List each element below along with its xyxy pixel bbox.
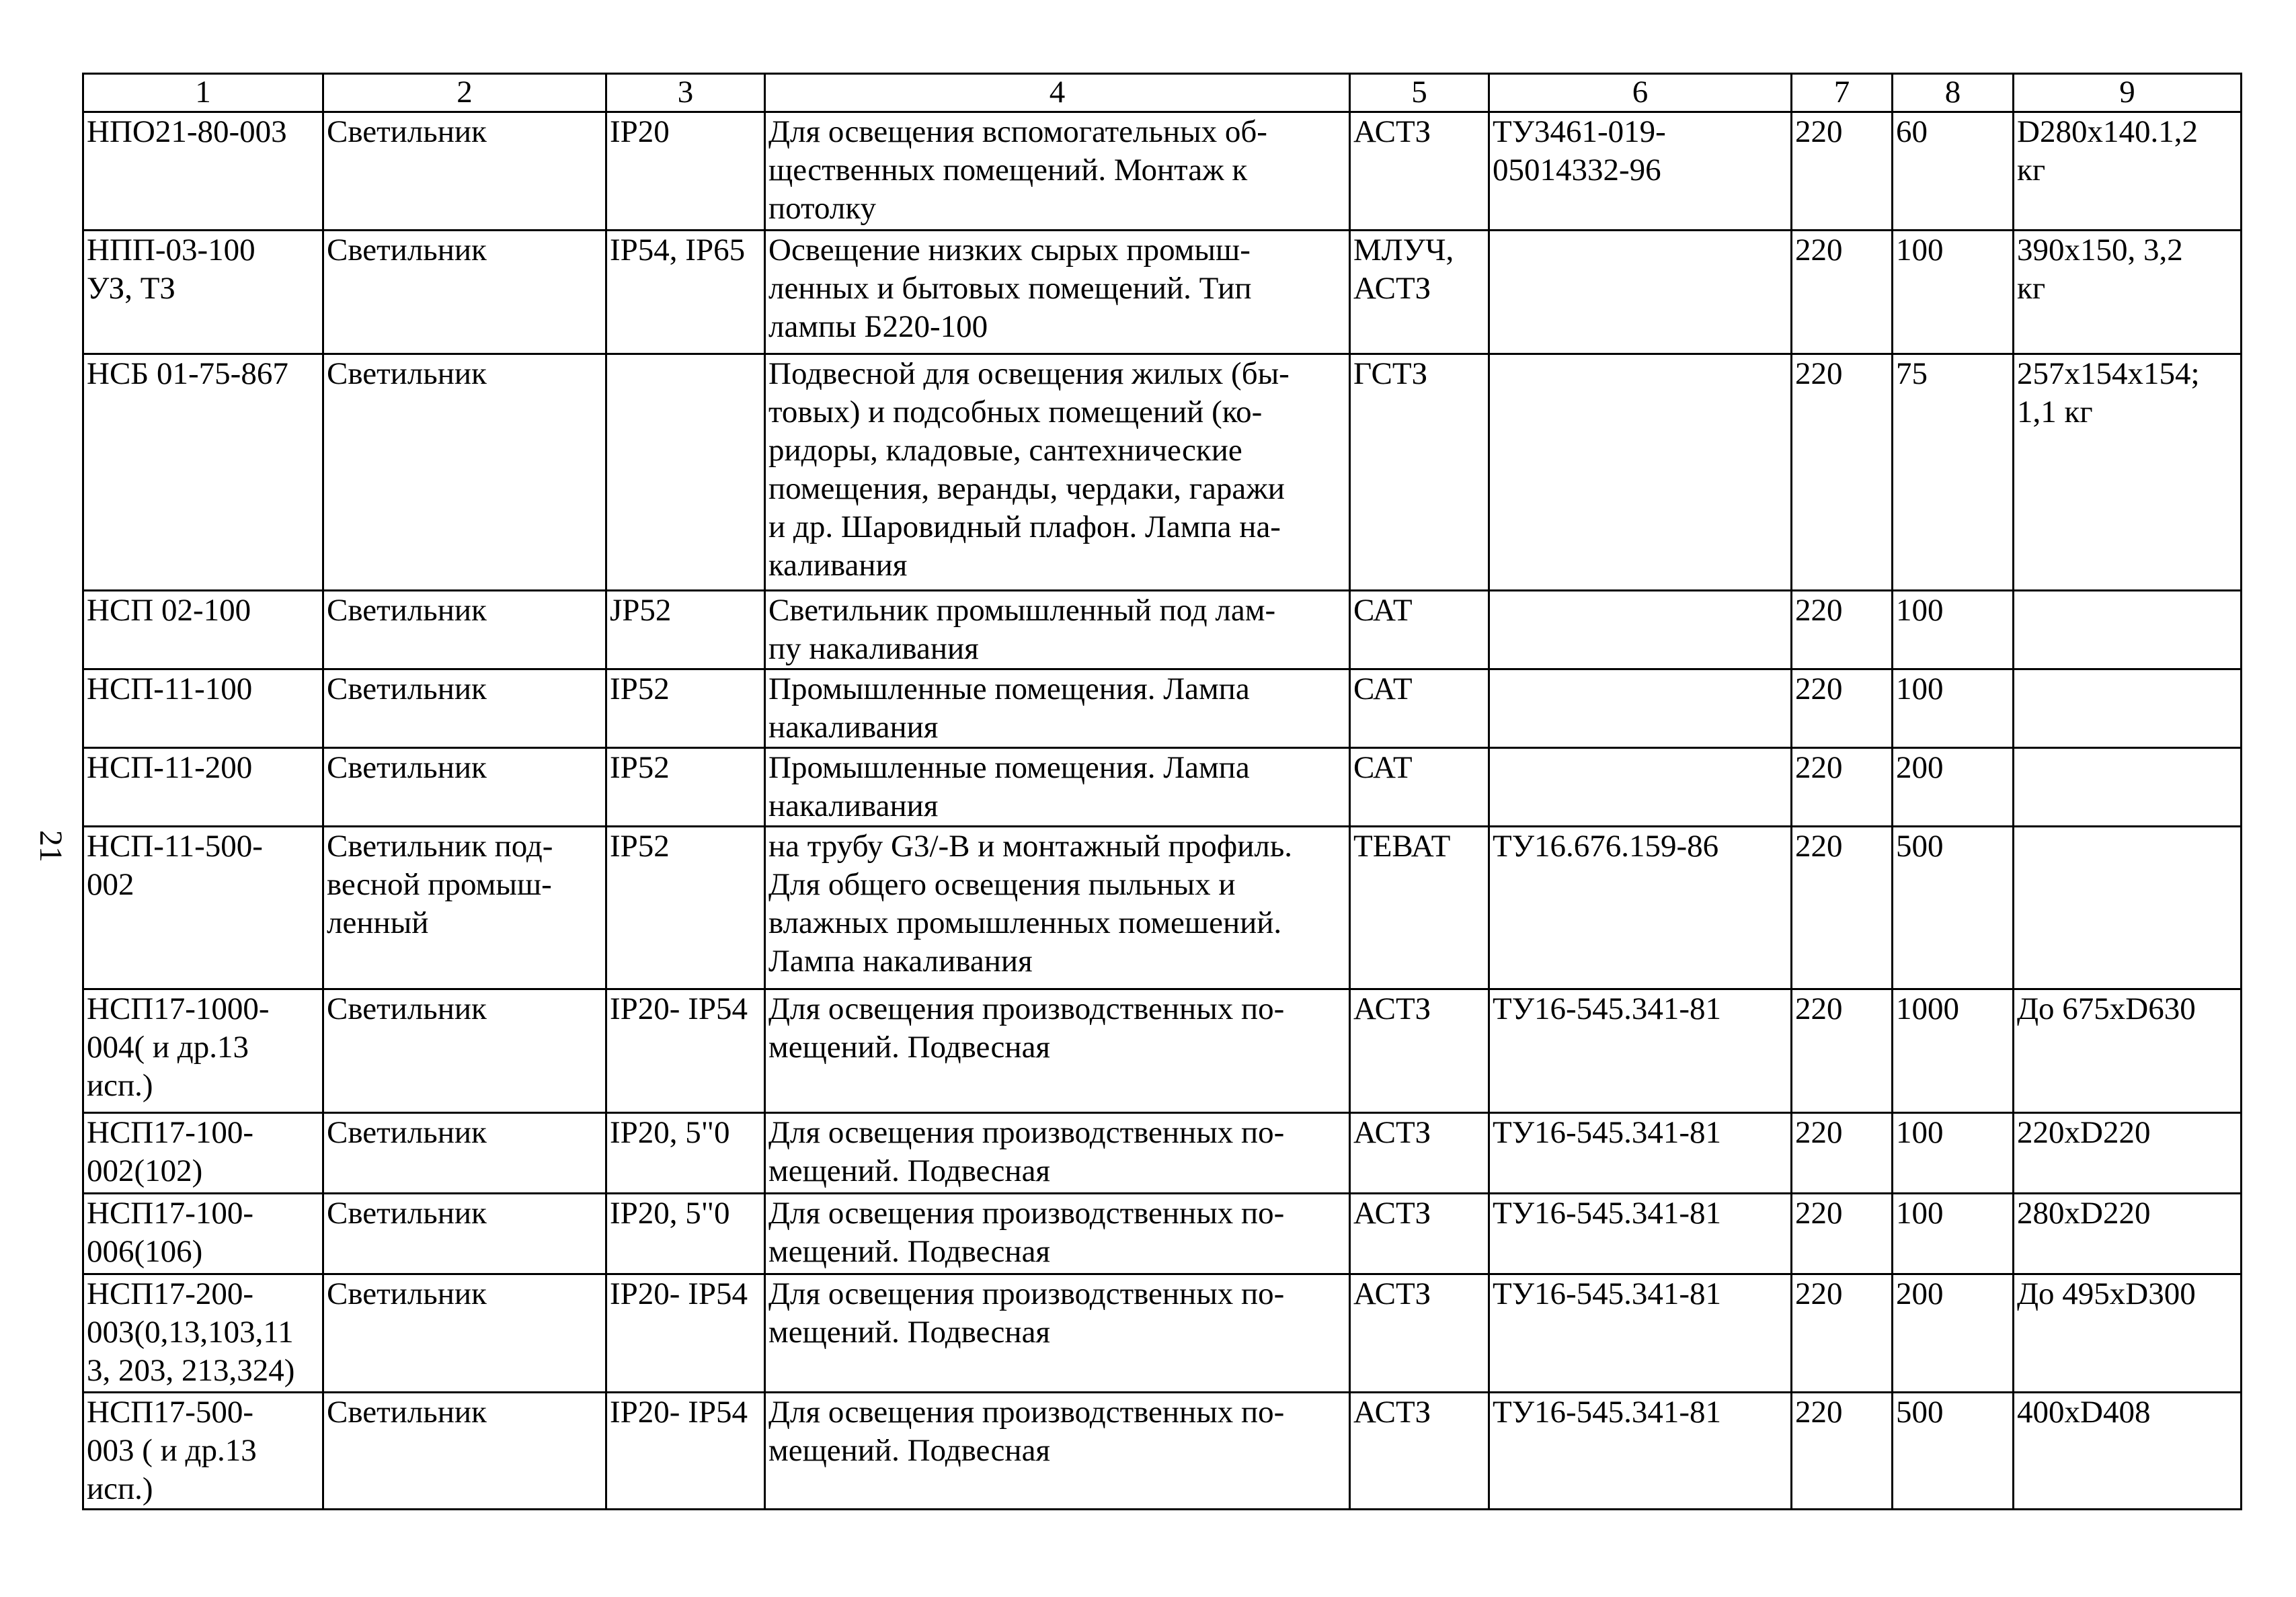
description-cell: Для освещения производственных по- мещений. Подвесная [765,1113,1350,1194]
manufacturer-cell: АСТЗ [1350,989,1489,1113]
specification-cell: ТУ16-545.341-81 [1489,1274,1792,1393]
dimensions-cell: 220xD220 [2014,1113,2242,1194]
type-cell: НСБ 01-75-867 [83,354,323,591]
voltage-cell: 220 [1792,591,1893,669]
specification-cell: ТУ16.676.159-86 [1489,827,1792,989]
specification-cell [1489,231,1792,354]
table-row [83,1274,2242,1393]
voltage-cell: 220 [1792,1113,1893,1194]
power-cell: 100 [1893,1113,2014,1194]
description-cell: Освещение низких сырых промыш- ленных и бытовых помещений. Тип лампы Б220-100 [765,231,1350,354]
specification-cell [1489,354,1792,591]
description-cell: Для освещения производственных по- мещений. Подвесная [765,1194,1350,1274]
manufacturer-cell: АСТЗ [1350,1194,1489,1274]
type-cell: НСП-11-200 [83,748,323,827]
name-cell: Светильник [323,989,606,1113]
dimensions-cell [2014,591,2242,669]
power-cell: 100 [1893,591,2014,669]
protection-cell [606,354,765,591]
manufacturer-cell: АСТЗ [1350,1113,1489,1194]
dimensions-cell: До 675xD630 [2014,989,2242,1113]
table-body [83,112,2242,1510]
protection-cell: IP20- IP54 [606,1393,765,1510]
power-cell: 100 [1893,1194,2014,1274]
dimensions-cell: До 495xD300 [2014,1274,2242,1393]
type-cell: НСП 02-100 [83,591,323,669]
table-row [83,989,2242,1113]
power-cell: 75 [1893,354,2014,591]
dimensions-cell [2014,827,2242,989]
table-row [83,1393,2242,1510]
table-row [83,1194,2242,1274]
name-cell: Светильник [323,112,606,231]
protection-cell: IP20- IP54 [606,989,765,1113]
column-header: 8 [1893,74,2014,112]
voltage-cell: 220 [1792,1274,1893,1393]
manufacturer-cell: ГСТЗ [1350,354,1489,591]
table-row [83,748,2242,827]
dimensions-cell: 280xD220 [2014,1194,2242,1274]
column-header: 7 [1792,74,1893,112]
column-header: 2 [323,74,606,112]
type-cell: НПО21-80-003 [83,112,323,231]
manufacturer-cell: САТ [1350,748,1489,827]
power-cell: 200 [1893,748,2014,827]
table-row [83,354,2242,591]
type-cell: НСП17-100- 002(102) [83,1113,323,1194]
name-cell: Светильник [323,669,606,748]
description-cell: на трубу G3/-В и монтажный профиль. Для общего освещения пыльных и влажных промышленных помешений. Лампа накаливания [765,827,1350,989]
table-row [83,1113,2242,1194]
power-cell: 500 [1893,827,2014,989]
voltage-cell: 220 [1792,1194,1893,1274]
manufacturer-cell: ТЕВАТ [1350,827,1489,989]
protection-cell: IP52 [606,827,765,989]
type-cell: НСП17-500- 003 ( и др.13 исп.) [83,1393,323,1510]
name-cell: Светильник [323,354,606,591]
column-header: 5 [1350,74,1489,112]
specification-cell [1489,748,1792,827]
specification-cell: ТУ16-545.341-81 [1489,1194,1792,1274]
description-cell: Промышленные помещения. Лампа накаливания [765,669,1350,748]
voltage-cell: 220 [1792,112,1893,231]
type-cell: НСП17-100- 006(106) [83,1194,323,1274]
table-row [83,231,2242,354]
voltage-cell: 220 [1792,1393,1893,1510]
dimensions-cell: 390x150, 3,2 кг [2014,231,2242,354]
description-cell: Подвесной для освещения жилых (бы- товых) и подсобных помещений (ко- ридоры, кладовые, сантехнические помещения, веранды, чердаки, гаражи и др. Шаровидный плафон. Лампа на- каливания [765,354,1350,591]
luminaire-spec-table [82,73,2242,1510]
specification-cell: ТУ16-545.341-81 [1489,1393,1792,1510]
name-cell: Светильник [323,1113,606,1194]
column-header: 6 [1489,74,1792,112]
name-cell: Светильник [323,231,606,354]
description-cell: Для освещения производственных по- мещений. Подвесная [765,1393,1350,1510]
page-number: 21 [33,830,69,862]
type-cell: НСП17-1000- 004( и др.13 исп.) [83,989,323,1113]
protection-cell: IP20- IP54 [606,1274,765,1393]
manufacturer-cell: САТ [1350,591,1489,669]
column-header: 3 [606,74,765,112]
manufacturer-cell: АСТЗ [1350,112,1489,231]
type-cell: НСП17-200- 003(0,13,103,11 3, 203, 213,324) [83,1274,323,1393]
type-cell: НСП-11-500- 002 [83,827,323,989]
specification-cell: ТУ16-545.341-81 [1489,989,1792,1113]
column-header: 1 [83,74,323,112]
power-cell: 100 [1893,669,2014,748]
protection-cell: IP20, 5"0 [606,1113,765,1194]
manufacturer-cell: АСТЗ [1350,1393,1489,1510]
manufacturer-cell: САТ [1350,669,1489,748]
voltage-cell: 220 [1792,354,1893,591]
header-row [83,74,2242,112]
specification-cell [1489,669,1792,748]
protection-cell: IP52 [606,748,765,827]
dimensions-cell: 400xD408 [2014,1393,2242,1510]
name-cell: Светильник [323,1393,606,1510]
table-row [83,669,2242,748]
dimensions-cell [2014,669,2242,748]
power-cell: 200 [1893,1274,2014,1393]
specification-cell: ТУ16-545.341-81 [1489,1113,1792,1194]
specification-cell: ТУ3461-019- 05014332-96 [1489,112,1792,231]
protection-cell: JP52 [606,591,765,669]
voltage-cell: 220 [1792,669,1893,748]
description-cell: Промышленные помещения. Лампа накаливания [765,748,1350,827]
voltage-cell: 220 [1792,748,1893,827]
protection-cell: IP20, 5"0 [606,1194,765,1274]
protection-cell: IP54, IP65 [606,231,765,354]
column-header: 4 [765,74,1350,112]
power-cell: 100 [1893,231,2014,354]
dimensions-cell: D280x140.1,2 кг [2014,112,2242,231]
type-cell: НСП-11-100 [83,669,323,748]
type-cell: НПП-03-100 УЗ, ТЗ [83,231,323,354]
name-cell: Светильник [323,591,606,669]
protection-cell: IP20 [606,112,765,231]
description-cell: Светильник промышленный под лам- пу накаливания [765,591,1350,669]
manufacturer-cell: МЛУЧ, АСТЗ [1350,231,1489,354]
description-cell: Для освещения производственных по- мещений. Подвесная [765,989,1350,1113]
voltage-cell: 220 [1792,231,1893,354]
table-row [83,112,2242,231]
power-cell: 60 [1893,112,2014,231]
column-header: 9 [2014,74,2242,112]
table-row [83,827,2242,989]
specification-cell [1489,591,1792,669]
dimensions-cell: 257x154x154; 1,1 кг [2014,354,2242,591]
description-cell: Для освещения вспомогательных об- щественных помещений. Монтаж к потолку [765,112,1350,231]
power-cell: 1000 [1893,989,2014,1113]
name-cell: Светильник [323,1274,606,1393]
protection-cell: IP52 [606,669,765,748]
power-cell: 500 [1893,1393,2014,1510]
voltage-cell: 220 [1792,827,1893,989]
dimensions-cell [2014,748,2242,827]
manufacturer-cell: АСТЗ [1350,1274,1489,1393]
description-cell: Для освещения производственных по- мещений. Подвесная [765,1274,1350,1393]
name-cell: Светильник [323,748,606,827]
voltage-cell: 220 [1792,989,1893,1113]
table-row [83,591,2242,669]
name-cell: Светильник под- весной промыш- ленный [323,827,606,989]
name-cell: Светильник [323,1194,606,1274]
